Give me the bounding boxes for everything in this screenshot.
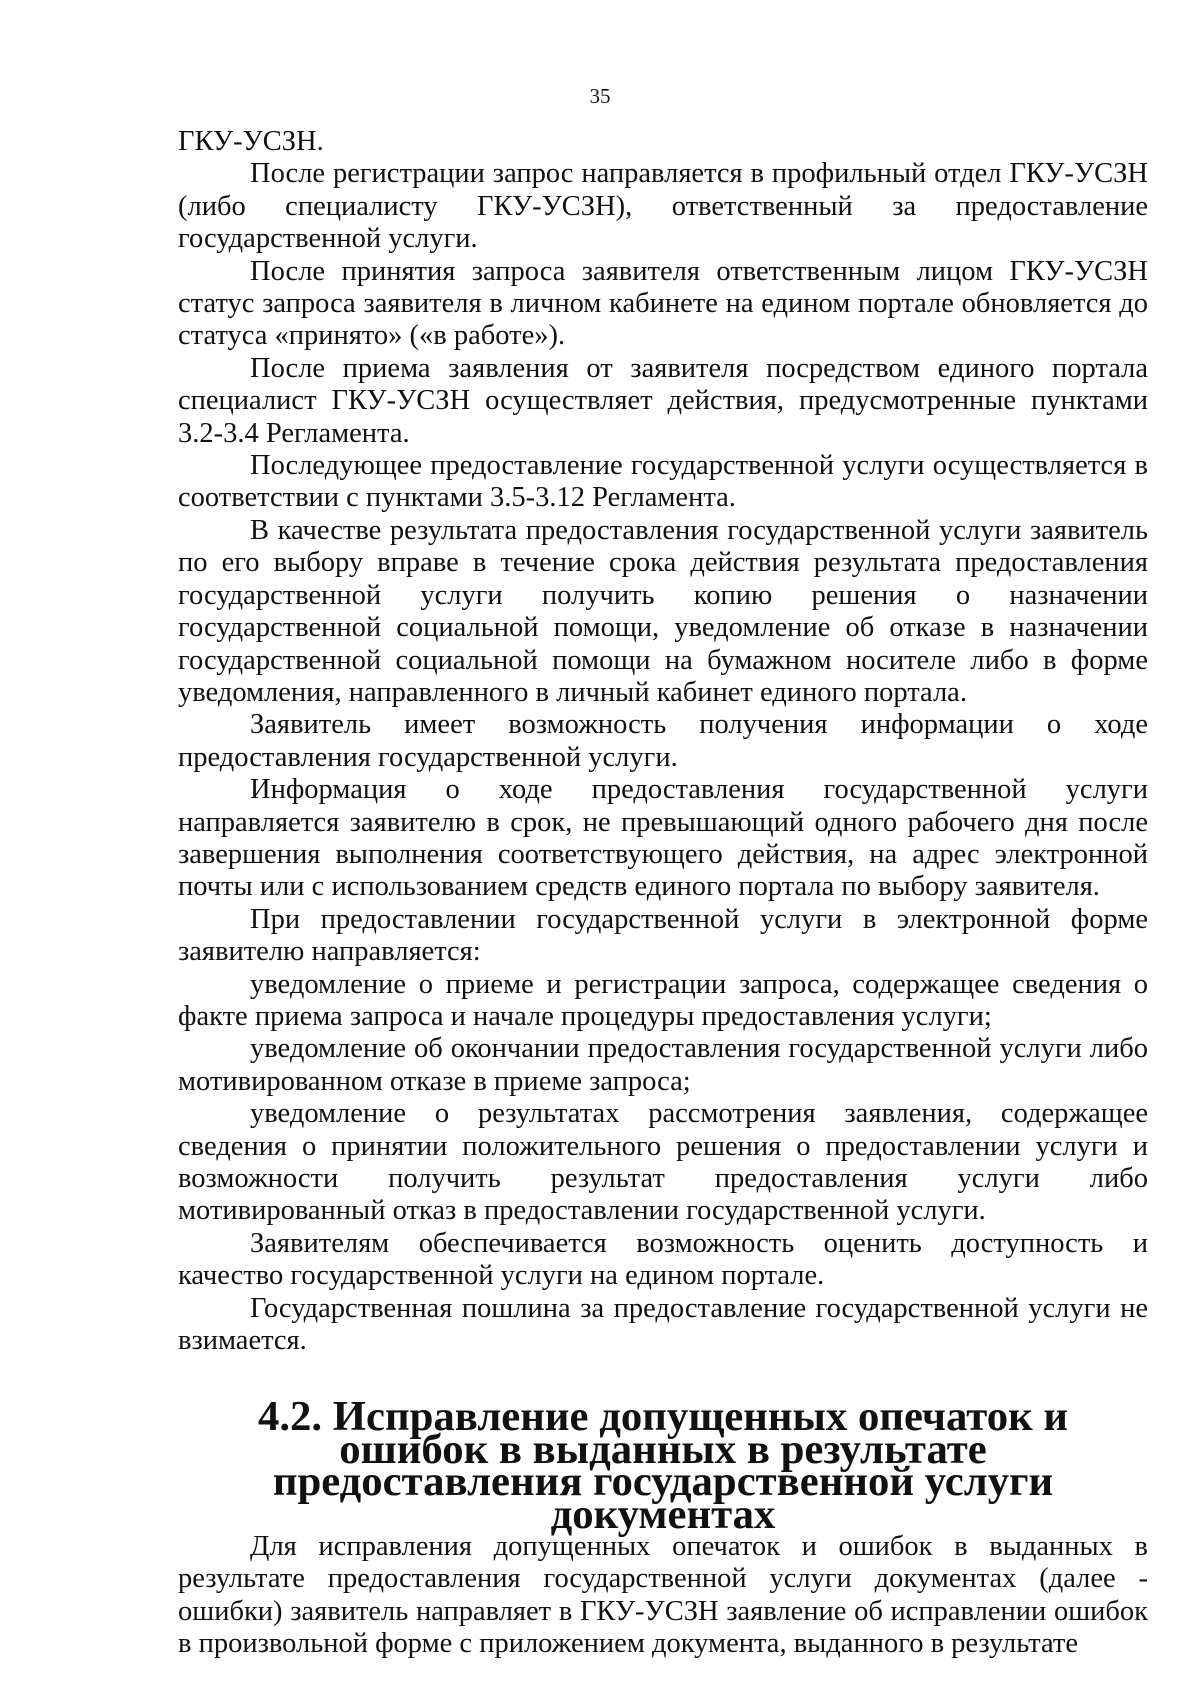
paragraph: Последующее предоставление государственной услуги осуществляется в соответствии с пунктами 3.5-3.12 Регламента. [178,450,1148,514]
paragraph: В качестве результата предоставления государственной услуги заявитель по его выбору вправе в течение срока действия результата предоставления государственной услуги получить копию решения о назначении государственной социальной помощи, уведомление об отказе в назначении государственной социальной помощи на бумажном носителе либо в форме уведомления, направленного в личный кабинет единого портала. [178,514,1148,708]
paragraph: Информация о ходе предоставления государственной услуги направляется заявителю в срок, не превышающий одного рабочего дня после завершения выполнения соответствующего действия, на адрес электронной почты или с использованием средств единого портала по выбору заявителя. [178,774,1148,903]
paragraph: Для исправления допущенных опечаток и ошибок в выданных в результате предоставления государственной услуги документах (далее - ошибки) заявитель направляет в ГКУ-УСЗН заявление об исправлении ошибок в произвольной форме с приложением документа, выданного в результате [178,1531,1148,1660]
section-heading: 4.2. Исправление допущенных опечаток и ошибок в выданных в результате предоставления государственной услуги документах [257,1393,1069,1538]
document-body [178,126,1148,1661]
list-item: уведомление об окончании предоставления государственной услуги либо мотивированном отказе в приеме запроса; [178,1033,1148,1097]
paragraph: Заявитель имеет возможность получения информации о ходе предоставления государственной услуги. [178,709,1148,773]
list-item: уведомление о результатах рассмотрения заявления, содержащее сведения о принятии положительного решения о предоставлении услуги и возможности получить результат предоставления услуги либо мотивированный отказ в предоставлении государственной услуги. [178,1098,1148,1227]
paragraph: При предоставлении государственной услуги в электронной форме заявителю направляется: [178,903,1148,968]
paragraph: После принятия запроса заявителя ответственным лицом ГКУ-УСЗН статус запроса заявителя в личном кабинете на едином портале обновляется до статуса «принято» («в работе»). [178,255,1148,352]
paragraph: Заявителям обеспечивается возможность оценить доступность и качество государственной услуги на едином портале. [178,1227,1148,1292]
paragraph: После регистрации запрос направляется в профильный отдел ГКУ-УСЗН (либо специалисту ГКУ-УСЗН), ответственный за предоставление государственной услуги. [178,158,1148,255]
list-item: уведомление о приеме и регистрации запроса, содержащее сведения о факте приема запроса и начале процедуры предоставления услуги; [178,968,1148,1032]
paragraph: После приема заявления от заявителя посредством единого портала специалист ГКУ-УСЗН осуществляет действия, предусмотренные пунктами 3.2-3.4 Регламента. [178,352,1148,449]
paragraph: Государственная пошлина за предоставление государственной услуги не взимается. [178,1292,1148,1357]
paragraph-continuation: ГКУ-УСЗН. [178,126,324,157]
page-number: 35 [589,84,611,108]
